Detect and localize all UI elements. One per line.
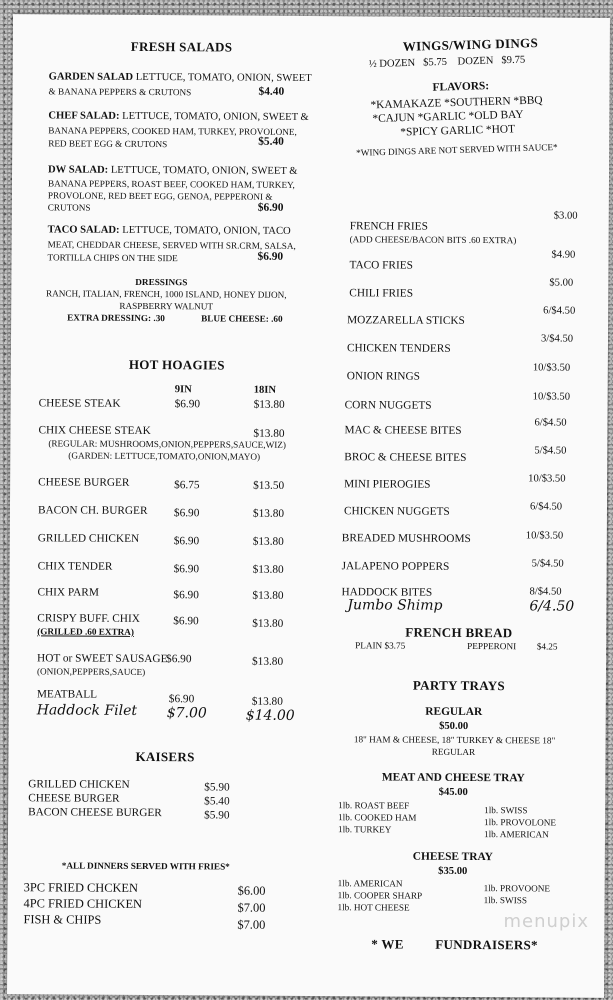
wings-half-dozen: ½ DOZEN (368, 57, 416, 71)
cheese-tray-item: 1lb. SWISS (483, 895, 528, 906)
cheese-tray-price: $35.00 (438, 865, 468, 877)
cheese-tray-title: CHEESE TRAY (412, 850, 493, 864)
hoagie-9in-header: 9IN (174, 384, 192, 396)
regular-tray-title: REGULAR (425, 705, 483, 719)
hoagie-name: CHEESE BURGER (38, 476, 130, 489)
hoagie-9in-price: $6.90 (173, 615, 199, 628)
side-price: 6/$4.50 (529, 501, 563, 513)
hoagie-note: (GARDEN: LETTUCE,TOMATO,ONION,MAYO) (68, 450, 261, 462)
hoagie-name: CHEESE STEAK (38, 397, 121, 410)
side-price: 10/$3.50 (532, 362, 571, 374)
side-price: 8/$4.50 (529, 586, 562, 598)
hoagie-9in-price: $6.90 (173, 563, 200, 576)
hoagie-name: MEATBALL (36, 688, 98, 701)
extra-dressing-price: EXTRA DRESSING: .30 (67, 312, 165, 324)
hoagie-name: HOT or SWEET SAUSAGE (37, 652, 168, 666)
dressings-list-1: RANCH, ITALIAN, FRENCH, 1000 ISLAND, HONEY DIJON, (45, 288, 287, 300)
side-price: 5/$4.50 (534, 445, 567, 457)
side-name: MOZZARELLA STICKS (347, 314, 465, 327)
hoagie-9in-price: $6.90 (168, 693, 195, 706)
side-price: 10/$3.50 (532, 391, 571, 403)
wings-prices (369, 55, 526, 71)
french-bread-pepperoni-label: PEPPERONI (467, 640, 517, 652)
kaiser-price: $5.40 (204, 795, 230, 808)
meat-tray-item: 1lb. ROAST BEEF (338, 800, 410, 811)
meat-tray-item: 1lb. COOKED HAM (338, 812, 417, 823)
french-bread-pepperoni-price: $4.25 (536, 641, 558, 652)
cheese-tray-item: 1lb. COOPER SHARP (337, 890, 423, 901)
kaiser-name: GRILLED CHICKEN (28, 778, 130, 791)
garden-salad-price: $4.40 (258, 85, 285, 98)
chef-salad-desc-3: RED BEET EGG & CRUTONS (48, 138, 168, 150)
side-price: $5.00 (549, 277, 574, 289)
wings-dozen: DOZEN (457, 55, 494, 68)
side-price: 5/$4.50 (531, 558, 564, 570)
side-name: BROC & CHEESE BITES (344, 451, 467, 464)
footer-we: * WE (371, 936, 404, 952)
wings-half-dozen-price: $5.75 (423, 56, 448, 69)
hoagie-note: (REGULAR: MUSHROOMS,ONION,PEPPERS,SAUCE,WIZ) (48, 438, 287, 450)
kaiser-name: BACON CHEESE BURGER (28, 806, 162, 820)
dinner-price: $6.00 (237, 883, 266, 898)
meat-cheese-tray-title: MEAT AND CHEESE TRAY (381, 771, 525, 785)
handwritten-hoagie-name: Haddock Filet (36, 702, 138, 719)
dw-salad-name: DW SALAD: (48, 164, 109, 176)
hoagie-9in-price: $6.75 (174, 479, 200, 492)
taco-salad-price: $6.90 (257, 250, 284, 263)
side-price: 10/$3.50 (525, 530, 564, 542)
kaisers-heading: KAISERS (135, 748, 195, 765)
side-name: FRENCH FRIES (349, 220, 428, 233)
handwritten-hoagie-9in-price: $7.00 (166, 705, 207, 722)
hoagie-18in-header: 18IN (253, 384, 277, 396)
hoagie-18in-price: $13.50 (253, 479, 285, 492)
hoagie-9in-price: $6.90 (173, 535, 200, 548)
wing-dings-note: *WING DINGS ARE NOT SERVED WITH SAUCE* (356, 142, 558, 158)
kaiser-price: $5.90 (204, 809, 230, 822)
cheese-tray-item: 1lb. SWISS (484, 805, 528, 816)
dw-salad-price: $6.90 (257, 201, 284, 214)
hoagie-name: CHIX PARM (37, 586, 99, 599)
cheese-tray-item: 1lb. HOT CHEESE (337, 902, 410, 913)
chef-salad-desc-1: LETTUCE, TOMATO, ONION, SWEET & (122, 110, 309, 123)
kaiser-name: CHEESE BURGER (28, 792, 120, 805)
hoagie-18in-price: $13.80 (253, 398, 285, 411)
dinners-note: *ALL DINNERS SERVED WITH FRIES* (61, 860, 230, 872)
flavors-line-2: *CAJUN *GARLIC *OLD BAY (372, 108, 524, 126)
handwritten-side-price: 6/4.50 (529, 598, 575, 615)
dressings-list-2: RASPBERRY WALNUT (119, 300, 214, 312)
hoagie-18in-price: $13.80 (252, 589, 284, 602)
cheese-tray-item: 1lb. PROVOLONE (484, 817, 557, 828)
cheese-tray-item: 1lb. PROVOONE (483, 883, 551, 894)
side-name: MAC & CHEESE BITES (344, 424, 462, 437)
hoagie-note: (ONION,PEPPERS,SAUCE) (36, 666, 146, 678)
dinner-price: $7.00 (237, 900, 266, 915)
french-bread-plain-label: PLAIN (355, 640, 383, 651)
chef-salad-price: $5.40 (258, 135, 284, 148)
garden-salad-name: GARDEN SALAD (48, 71, 134, 83)
hoagie-name: CHIX TENDER (37, 560, 113, 573)
flavors-heading: FLAVORS: (432, 80, 490, 94)
meat-cheese-tray-price: $45.00 (438, 786, 468, 798)
dw-salad-desc-3: PROVOLONE, RED BEET EGG, GENOA, PEPPERONI & (47, 190, 273, 202)
hoagie-18in-price: $13.80 (252, 617, 284, 630)
chef-salad-desc-2: BANANA PEPPERS, COOKED HAM, TURKEY, PROVOLONE, (48, 125, 297, 137)
french-bread-plain-price: $3.75 (384, 640, 406, 651)
hoagie-name: CHIX CHEESE STEAK (38, 424, 151, 438)
dinner-name: 3PC FRIED CHCKEN (23, 880, 139, 895)
dressings-heading: DRESSINGS (135, 276, 188, 288)
dinner-name: 4PC FRIED CHICKEN (23, 896, 143, 911)
flavors-line-1: *KAMAKAZE *SOUTHERN *BBQ (370, 94, 543, 112)
side-name: CORN NUGGETS (344, 399, 432, 412)
blue-cheese-price: BLUE CHEESE: .60 (201, 313, 283, 324)
hoagie-18in-price: $13.80 (253, 427, 285, 440)
regular-tray-desc: 18" HAM & CHEESE, 18" TURKEY & CHEESE 18" (353, 734, 556, 746)
side-name: BREADED MUSHROOMS (341, 532, 471, 545)
hoagie-9in-price: $6.90 (174, 398, 201, 411)
hoagie-18in-price: $13.80 (251, 695, 283, 708)
wings-dozen-price: $9.75 (501, 54, 526, 67)
side-name: CHICKEN TENDERS (346, 342, 451, 355)
side-note: (ADD CHEESE/BACON BITS .60 EXTRA) (349, 234, 517, 246)
handwritten-side-name: Jumbo Shimp (347, 597, 443, 614)
fresh-salads-heading: FRESH SALADS (130, 38, 233, 55)
dw-salad-desc-2: BANANA PEPPERS, ROAST BEEF, COOKED HAM, TURKEY, (47, 178, 295, 190)
side-price: 6/$4.50 (534, 417, 567, 429)
french-bread-heading: FRENCH BREAD (405, 624, 513, 641)
hoagie-name: BACON CH. BURGER (37, 504, 148, 518)
side-price: 10/$3.50 (528, 473, 566, 485)
dinner-name: FISH & CHIPS (23, 912, 102, 927)
dw-salad-desc-1: LETTUCE, TOMATO, ONION, SWEET & (110, 164, 298, 177)
watermark: menupix (503, 911, 589, 932)
side-name: JALAPENO POPPERS (341, 560, 450, 573)
chef-salad-name: CHEF SALAD: (48, 110, 120, 122)
side-name: CHICKEN NUGGETS (343, 505, 450, 518)
hoagie-18in-price: $13.80 (252, 507, 285, 520)
french-bread-plain (355, 640, 405, 652)
hot-hoagies-heading: HOT HOAGIES (128, 356, 225, 373)
side-price: 6/$4.50 (543, 305, 576, 317)
taco-salad-desc-2: MEAT, CHEDDAR CHEESE, SERVED WITH SR.CRM, SALSA, (47, 239, 296, 251)
hoagie-9in-price: $6.90 (173, 589, 199, 602)
dinner-price: $7.00 (237, 917, 266, 932)
hoagie-9in-price: $6.90 (173, 507, 200, 520)
garden-salad-desc-2: & BANANA PEPPERS & CRUTONS (48, 86, 192, 98)
garden-salad-item (49, 71, 312, 84)
menu-page (7, 14, 610, 998)
hoagie-note: (GRILLED .60 EXTRA) (37, 626, 134, 637)
party-trays-heading: PARTY TRAYS (412, 677, 506, 694)
handwritten-hoagie-18in-price: $14.00 (245, 707, 295, 724)
hoagie-name: GRILLED CHICKEN (37, 532, 140, 545)
side-name: CHILI FRIES (349, 287, 414, 300)
garden-salad-desc-1: LETTUCE, TOMATO, ONION, SWEET (135, 71, 312, 85)
cheese-tray-item: 1lb. AMERICAN (337, 878, 403, 889)
hoagie-name: CRISPY BUFF. CHIX (37, 612, 140, 625)
side-price: 3/$4.50 (540, 333, 574, 345)
flavors-line-3: *SPICY GARLIC *HOT (400, 123, 516, 139)
side-price: $3.00 (553, 210, 578, 222)
regular-tray-desc-2: REGULAR (431, 746, 476, 758)
hoagie-18in-price: $13.80 (252, 563, 284, 576)
hoagie-18in-price: $13.80 (252, 655, 284, 668)
hoagie-18in-price: $13.80 (252, 535, 284, 548)
side-name: ONION RINGS (346, 370, 420, 383)
taco-salad-desc-3: TORTILLA CHIPS ON THE SIDE (47, 252, 178, 264)
side-name: HADDOCK BITES (341, 586, 433, 599)
kaiser-price: $5.90 (204, 781, 230, 794)
chef-salad-item (48, 110, 309, 123)
wings-heading: WINGS/WING DINGS (402, 35, 539, 54)
left-column (13, 14, 313, 932)
taco-salad-name: TACO SALAD: (47, 224, 120, 236)
side-name: TACO FRIES (349, 259, 413, 272)
dw-salad-desc-4: CRUTONS (47, 202, 91, 213)
footer-fundraisers: FUNDRAISERS* (435, 936, 538, 953)
taco-salad-desc-1: LETTUCE, TOMATO, ONION, TACO (122, 224, 291, 237)
side-price: $4.90 (551, 249, 576, 261)
meat-tray-item: 1lb. TURKEY (337, 824, 392, 835)
regular-tray-price: $50.00 (439, 720, 469, 732)
side-name: MINI PIEROGIES (344, 478, 431, 491)
dw-salad-item (48, 164, 298, 177)
taco-salad-item (48, 224, 291, 236)
hoagie-9in-price: $6.90 (166, 653, 192, 666)
french-bread-pepperoni (467, 641, 557, 653)
cheese-tray-item: 1lb. AMERICAN (483, 829, 549, 840)
